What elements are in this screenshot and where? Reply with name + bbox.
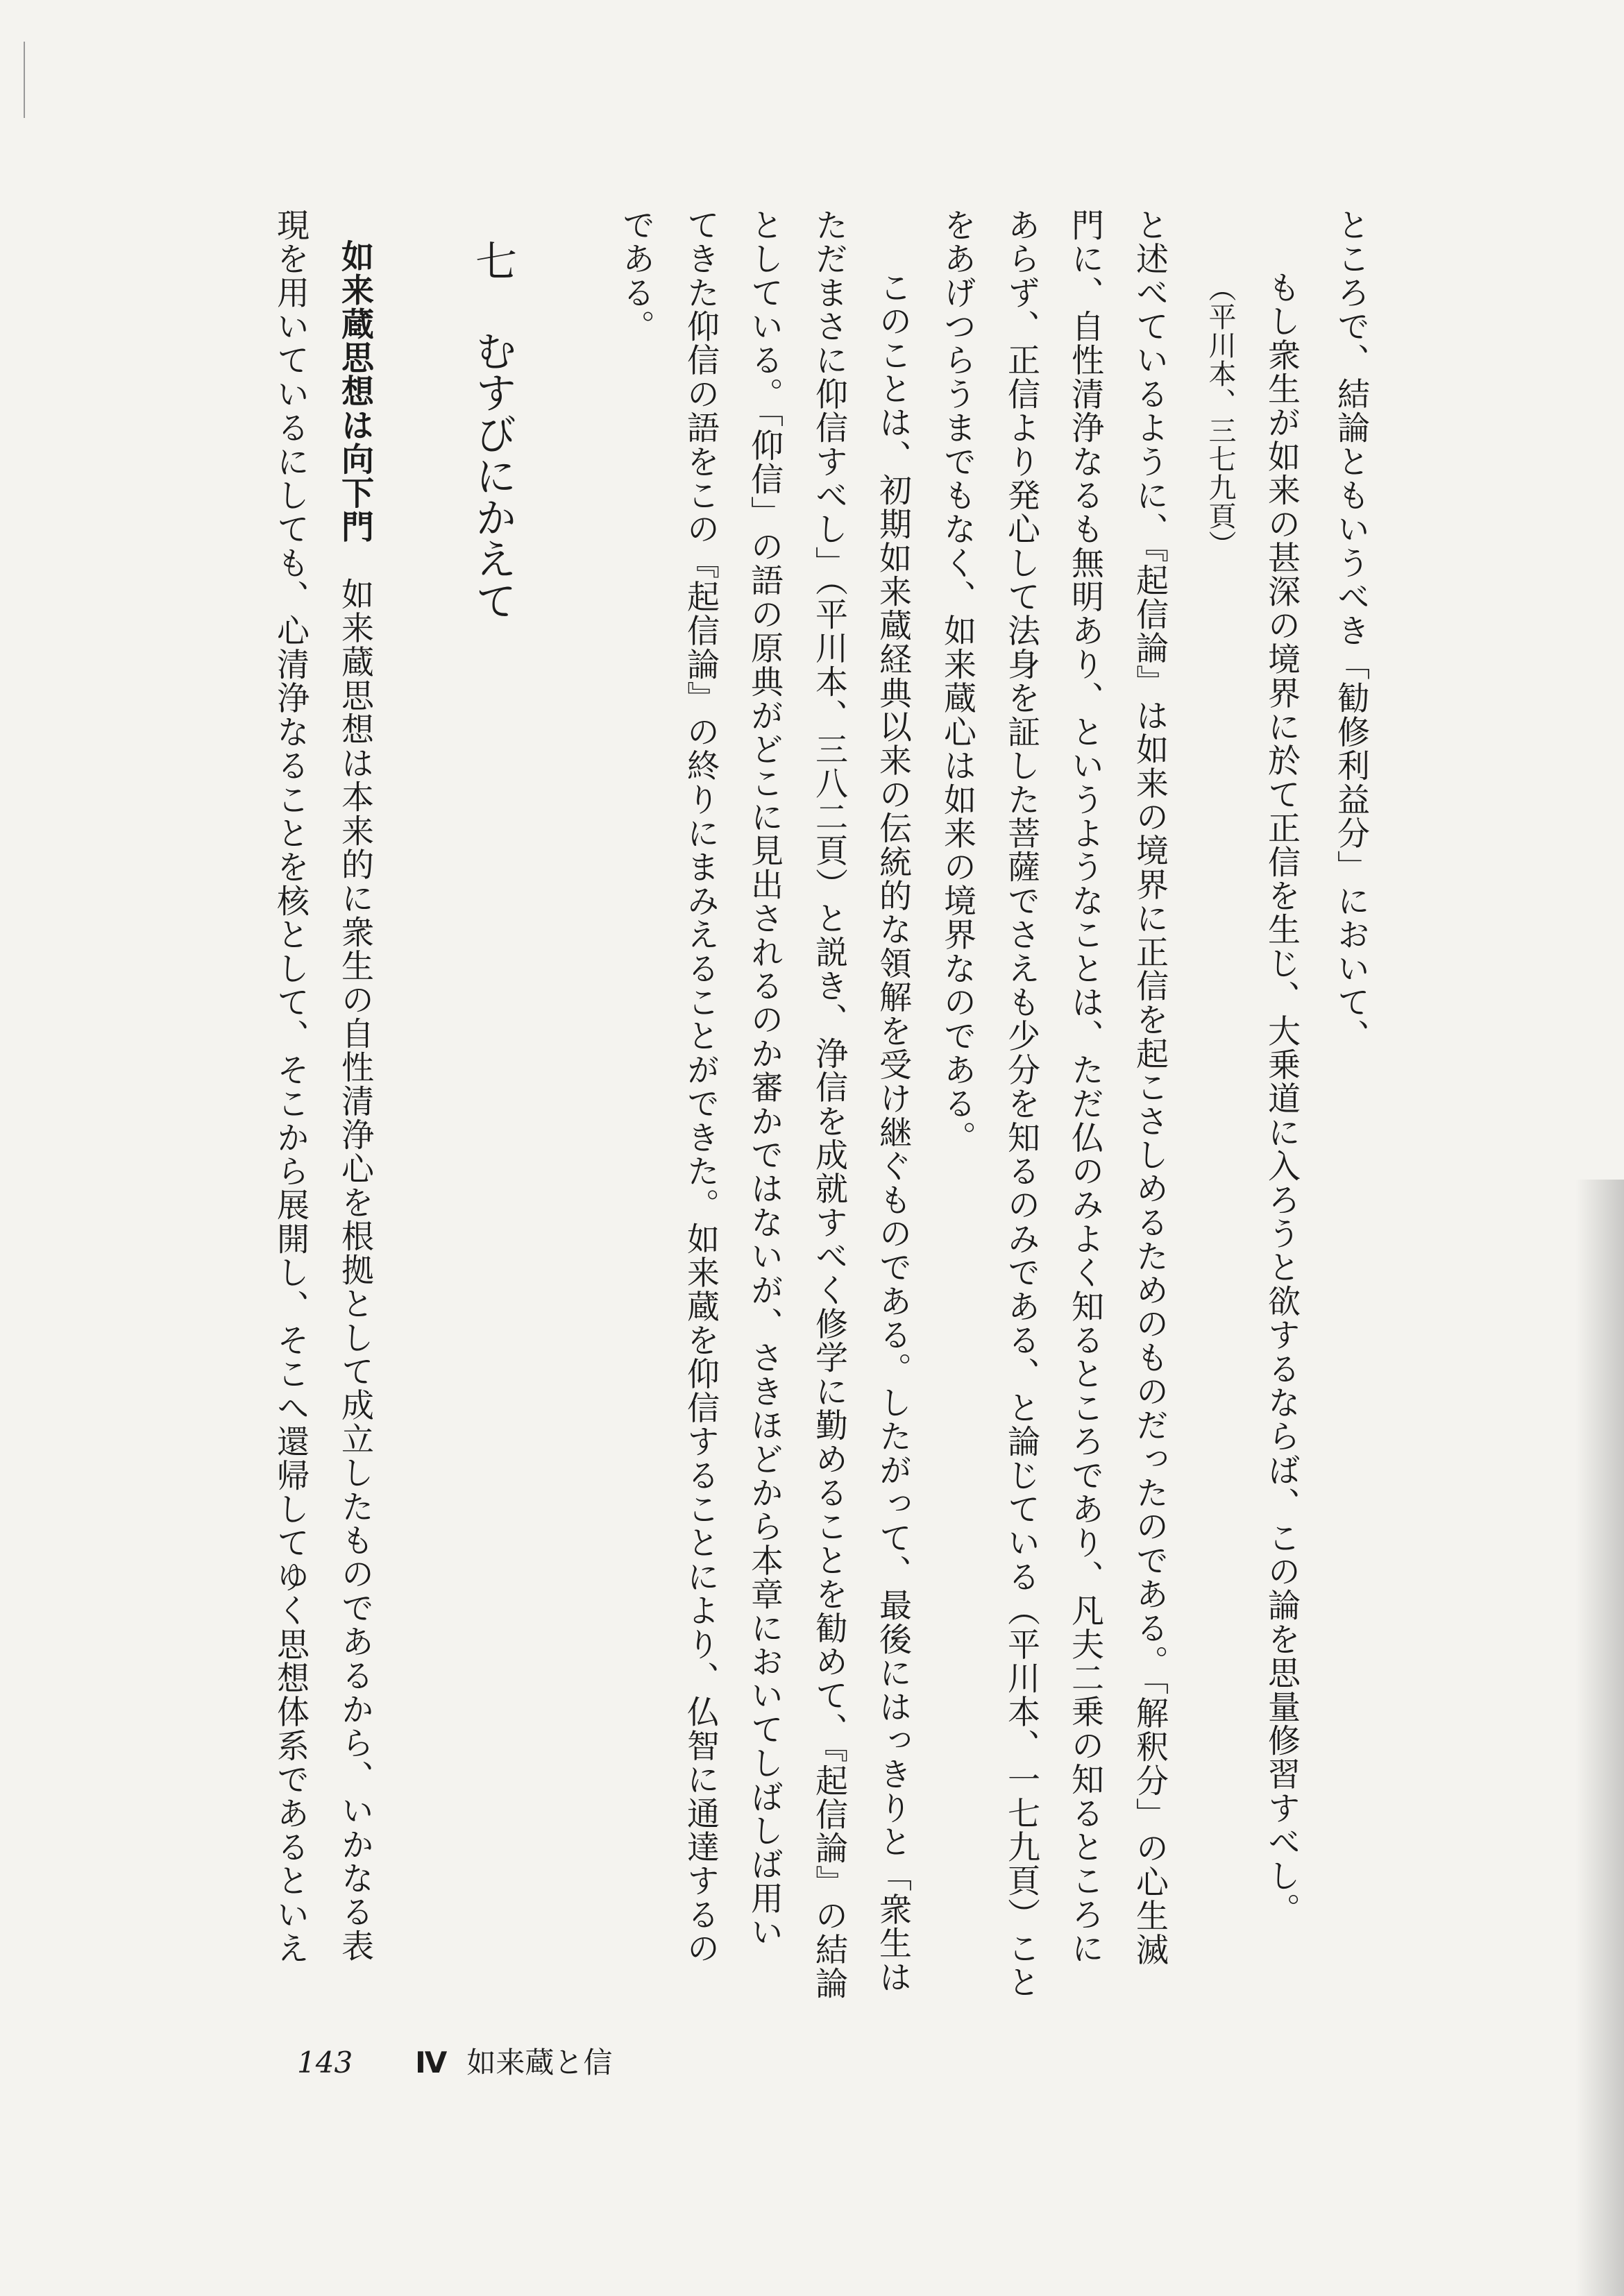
text-column-9: ただまさに仰信すべし」（平川本、三八二頁）と説き、浄信を成就すべく修学に勤めることを勧めて、『起信論』の結論 (810, 208, 848, 2000)
text-column-7: をあげつらうまでもなく、如来蔵心は如来の境界なのである。 (938, 208, 976, 1155)
text-column-1: ところで、結論ともいうべき「勧修利益分」において、 (1332, 208, 1370, 1053)
text-column-5: 門に、自性清浄なるも無明あり、というようなことは、ただ仏のみよく知るところであり、凡夫二乗の知るところに (1066, 208, 1104, 1966)
section-number: 七 (468, 239, 517, 281)
run-in-heading: 如来蔵思想は向下門 (336, 239, 374, 544)
text-column-6: あらず、正信より発心して法身を証した菩薩でさえも少分を知るのみである、と論じている（平川本、一七九頁）こと (1002, 208, 1040, 2000)
chapter-number: Ⅳ (415, 2046, 448, 2080)
page-number: 143 (297, 2046, 353, 2080)
text-column-11: てきた仰信の語をこの『起信論』の終りにまみえることができた。如来蔵を仰信することにより、仏智に通達するの (682, 208, 720, 1966)
scan-edge-shadow (1575, 1180, 1624, 2296)
text-column-8: このことは、初期如来蔵経典以来の伝統的な領解を受け継ぐものである。したがって、最後にはっきりと「衆生は (874, 271, 912, 1994)
text-column-4: と述べているように、『起信論』は如来の境界に正信を起こさしめるためのものだったのである。「解釈分」の心生滅 (1131, 208, 1169, 1967)
paragraph-text: 如来蔵思想は本来的に衆生の自性清浄心を根拠として成立したものであるから、いかなる表 (336, 543, 374, 1963)
text-column-12: である。 (617, 208, 655, 343)
page-footer (297, 2040, 612, 2082)
text-column-10: としている。「仰信」の語の原典がどこに見出されるのか審かではないが、さきほどから本章においてしばしば用い (745, 208, 784, 1949)
text-column-13 (323, 239, 387, 1963)
citation-column: （平川本、三七九頁） (1204, 274, 1236, 559)
text-column-14: 現を用いているにしても、心清浄なることを核として、そこから展開し、そこへ還帰してゆく思想体系であるといえ (271, 208, 310, 1966)
section-heading (451, 239, 534, 621)
chapter-title: 如来蔵と信 (466, 2046, 613, 2080)
scan-edge-line (24, 42, 25, 118)
text-column-2: もし衆生が如来の甚深の境界に於て正信を生じ、大乗道に入ろうと欲するならば、この論を思量修習すべし。 (1262, 271, 1301, 1927)
section-title: むすびにかえて (468, 330, 517, 621)
